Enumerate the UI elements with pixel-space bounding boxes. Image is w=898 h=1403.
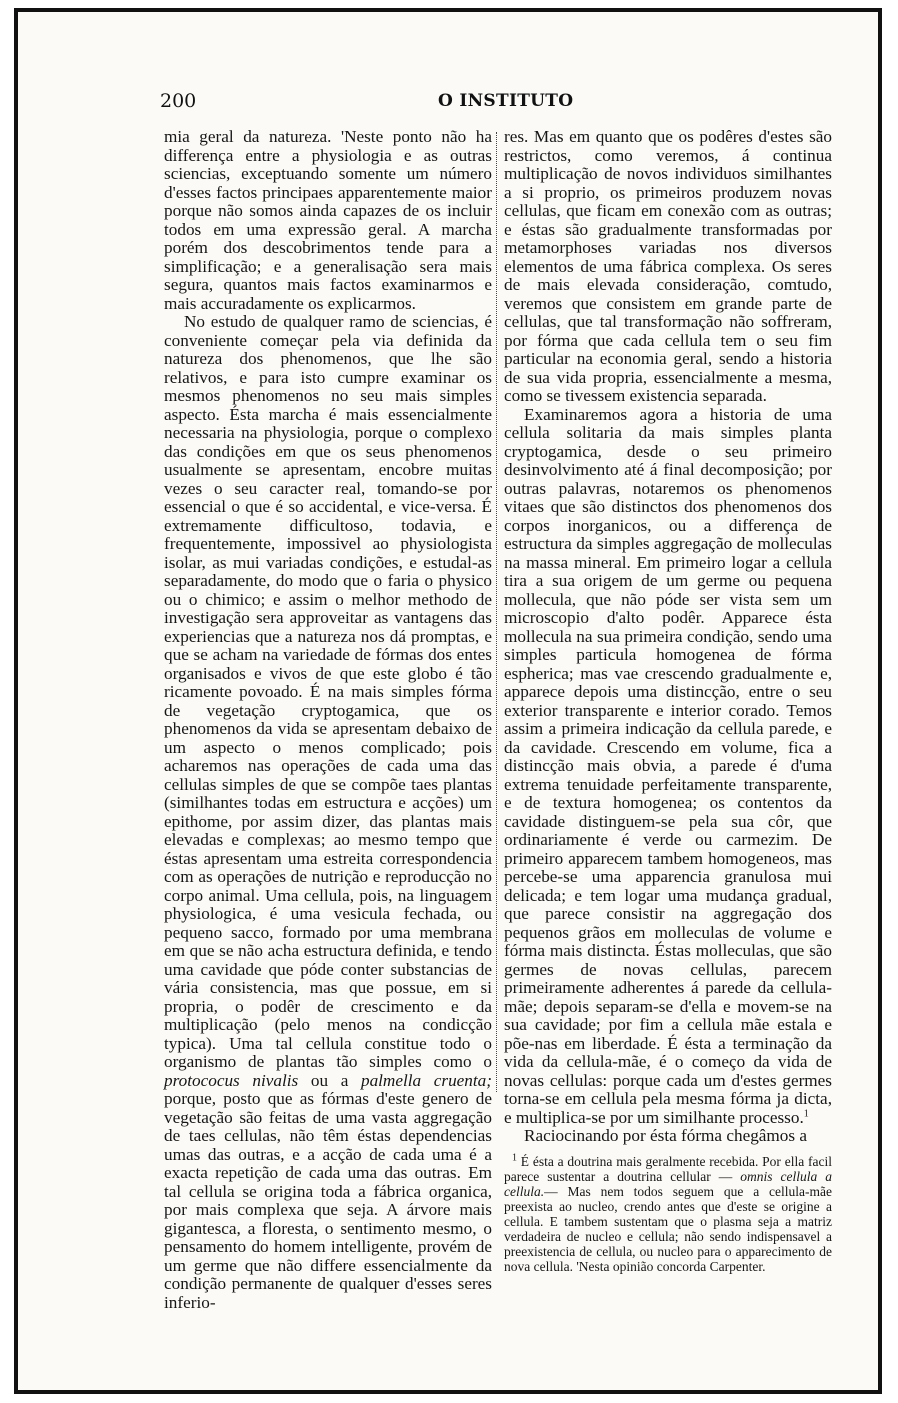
paragraph: Raciocinando por ésta fórma chegâmos a xyxy=(524,1126,808,1145)
paragraph xyxy=(504,406,832,1128)
footnote-reference[interactable]: 1 xyxy=(803,1107,809,1119)
paragraph-text: ou a xyxy=(298,1070,361,1090)
paragraph-text: Examinaremos agora a historia de uma cellula solitaria da mais simples planta cryptogamica, desde o seu primeiro desinvolvimento até á final decomposição; por outras palavras, notaremos os phenomenos vitaes que são distinctos dos phenomenos dos corpos inorganicos, ou a differença de estructura da simples aggregação de molleculas na massa mineral. Em primeiro logar a cellula tira a sua origem de um germe ou pequena mollecula, que não póde ser vista sem um microscopio d'alto podêr. Apparece ésta mollecula na sua primeira condição, sendo uma simples particula homogenea de fórma espherica; mas vae crescendo gradualmente e, apparece depois uma distincção, entre o seu exterior transparente e interior corado. Temos assim a primeira indicação da cellula parede, e da cavidade. Crescendo em volume, fica a distincção mais obvia, a parede é d'uma extrema tenuidade perfeitamente transparente, e de textura homogenea; os contentos da cavidade distinguem-se pela sua côr, que ordinariamente é verde ou carmezim. De primeiro apparecem tambem homogeneos, mas percebe-se uma apparencia granulosa mui delicada; e tem logar uma mudança gradual, que parece consistir na aggregação dos pequenos grãos em molleculas de volume e fórma mais distincta. Éstas molleculas, que são germes de novas cellulas, parecem primeiramente adherentes á parede da cellula-mãe; depois separam-se d'ella e movem-se na sua cavidade; por fim a cellula mãe estala e põe-nas em liberdade. É ésta a terminação da vida da cellula-mãe, é o começo da vida de novas cellulas: porque cada um d'estes germes torna-se em cellula pela mesma fórma ja dicta, e multiplica-se por um similhante processo. xyxy=(504,404,832,1127)
paragraph: mia geral da natureza. 'Neste ponto não ha differença entre a physiologia e as outras sciencias, exceptuando somente um número d'esses factos principaes apparentemente maior porque não somos ainda capazes de os incluir todos em uma expressão geral. A marcha porém dos descobrimentos tende para a simplificação; e a generalisação sera mais segura, quantos mais factos examinarmos e mais accuradamente os explicarmos. xyxy=(164,127,492,313)
species-name: palmella cruenta; xyxy=(360,1070,492,1090)
paragraph-text: No estudo de qualquer ramo de sciencias, é conveniente começar pela via definida da natureza dos phenomenos, que lhe são relativos, e para isto cumpre examinar os mesmos phenomenos no seu mais simples aspecto. Ésta marcha é mais essencialmente necessaria na physiologia, porque o complexo das condições em que os seus phenomenos usualmente se apresentam, encobre muitas vezes o seu caracter real, tomando-se por essencial o que é so accidental, e vice-versa. É extremamente difficultoso, todavia, e frequentemente, impossivel ao physiologista isolar, as mui variadas condições, e estudal-as separadamente, do modo que o faria o physico ou o chimico; e assim o melhor methodo de investigação sera approveitar as vantagens das experiencias que a natureza nos dá promptas, e que se acham na variedade de fórmas dos entes organisados e vivos de que este globo é tão ricamente povoado. É na mais simples fórma de vegetação cryptogamica, que os phenomenos da vida se apresentam debaixo de um aspecto o menos complicado; pois acharemos nas operações de cada uma das cellulas simples de que se compõe taes plantas (similhantes todas em estructura e acções) um epithome, por assim dizer, das plantas mais elevadas e complexas; ao mesmo tempo que éstas apresentam uma estreita correspondencia com as operações de nutrição e reproducção no corpo animal. Uma cellula, pois, na linguagem physiologica, é uma vesicula fechada, ou pequeno sacco, formado por uma membrana em que se não acha estructura definida, e tendo uma cavidade que póde conter substancias de vária consistencia, mas que possue, em si propria, o podêr de crescimento e da multiplicação (pelo menos na condicção typica). Uma tal cellula constitue todo o organismo de plantas tão simples como o xyxy=(164,312,492,1071)
paragraph xyxy=(164,313,492,1312)
footnote xyxy=(504,1154,832,1274)
left-column xyxy=(164,128,492,1312)
running-title: O INSTITUTO xyxy=(438,91,574,111)
column-rule xyxy=(496,132,498,1092)
footnotes xyxy=(504,1154,832,1274)
footnote-text: — Mas nem todos seguem que a cellula-mãe preexista ao nucleo, crendo antes que d'este se origine a cellula. E tambem sustentam que o plasma seja a matriz verdadeira de nucleo e cellula; não sendo indispensavel a preexistencia de cellula, ou nucleo para o apparecimento de nova cellula. 'Nesta opinião concorda Carpenter. xyxy=(504,1183,832,1274)
page-header xyxy=(160,90,836,114)
footnote-text: É ésta a doutrina mais geralmente recebida. Por ella facil parece sustentar a doutrina cellular — xyxy=(504,1153,832,1184)
page-number: 200 xyxy=(160,90,197,112)
paragraph: res. Mas em quanto que os podêres d'estes são restrictos, como veremos, á continua multiplicação de novos individuos similhantes a si proprio, os primeiros produzem novas cellulas, que ficam em conexão com as outras; e éstas são gradualmente transformadas por metamorphoses variadas nos diversos elementos de uma fábrica complexa. Os seres de mais elevada consideração, comtudo, veremos que consistem em grande parte de cellulas, que tal transformação não soffreram, por fórma que cada cellula tem o seu fim particular na economia geral, sendo a historia de sua vida propria, essencialmente a mesma, como se tivessem existencia separada. xyxy=(504,127,832,405)
right-column xyxy=(504,128,832,1274)
footnote-marker: 1 xyxy=(512,1152,517,1163)
latin-phrase: omnis cellula a cellula. xyxy=(504,1168,832,1199)
species-name: protococus nivalis xyxy=(164,1070,299,1090)
paragraph-text: porque, posto que as fórmas d'este genero de vegetação são feitas de uma vasta aggregação de taes cellulas, não têm éstas dependencias umas das outras, e a acção de cada uma é a exacta repetição de cada uma das outras. Em tal cellula se origina toda a fábrica organica, por mais complexa que seja. A árvore mais gigantesca, a floresta, o sentimento mesmo, o pensamento do homem intelligente, provém de um germe que não differe essencialmente da condição permanente de qualquer d'esses seres inferio- xyxy=(164,1089,492,1312)
